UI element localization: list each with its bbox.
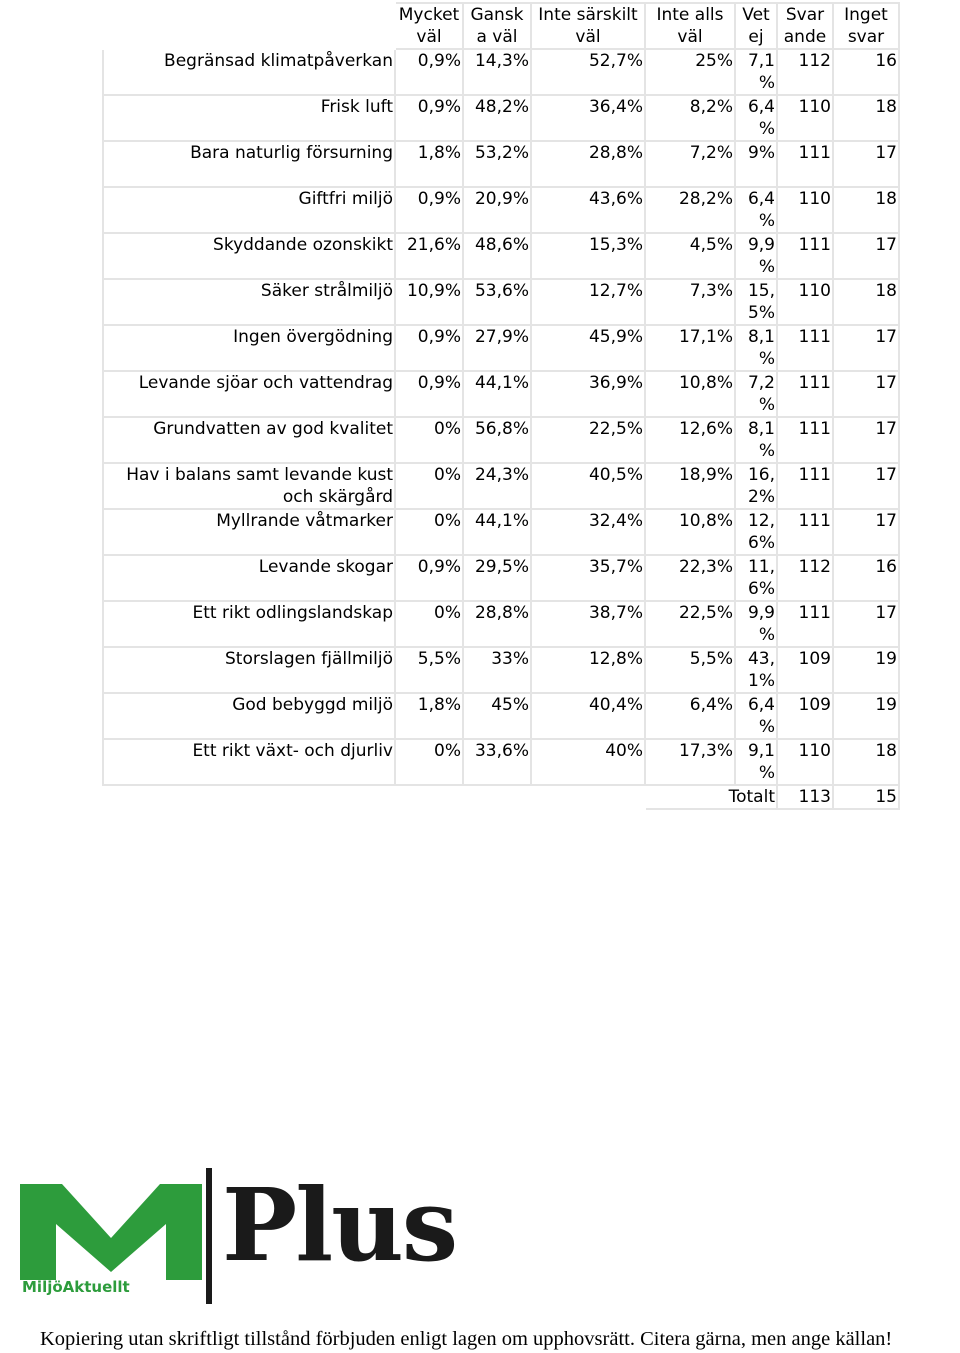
cell-svarande: 111 bbox=[777, 417, 833, 463]
cell-vet-ej: 9,9 % bbox=[735, 601, 777, 647]
empty-cell bbox=[103, 785, 395, 809]
header-svarande: Svar ande bbox=[777, 3, 833, 49]
cell-inte-sarskilt-val: 36,9% bbox=[531, 371, 645, 417]
total-svarande: 113 bbox=[777, 785, 833, 809]
cell-mycket-val: 1,8% bbox=[395, 141, 463, 187]
cell-ganska-val: 14,3% bbox=[463, 49, 531, 95]
cell-inte-sarskilt-val: 22,5% bbox=[531, 417, 645, 463]
table-row bbox=[103, 555, 899, 601]
cell-inte-alls-val: 7,2% bbox=[645, 141, 735, 187]
table-row bbox=[103, 325, 899, 371]
copyright-notice: Kopiering utan skriftligt tillstånd förbjuden enligt lagen om upphovsrätt. Citera gärna, men ange källan! bbox=[40, 1328, 893, 1350]
cell-ganska-val: 27,9% bbox=[463, 325, 531, 371]
table-row bbox=[103, 739, 899, 785]
table-row bbox=[103, 279, 899, 325]
cell-ganska-val: 20,9% bbox=[463, 187, 531, 233]
cell-inget-svar: 19 bbox=[833, 647, 899, 693]
cell-svarande: 112 bbox=[777, 49, 833, 95]
cell-inte-alls-val: 6,4% bbox=[645, 693, 735, 739]
cell-mycket-val: 0% bbox=[395, 601, 463, 647]
row-label: Bara naturlig försurning bbox=[103, 141, 395, 187]
cell-svarande: 112 bbox=[777, 555, 833, 601]
table-row bbox=[103, 693, 899, 739]
cell-inte-sarskilt-val: 12,7% bbox=[531, 279, 645, 325]
cell-svarande: 109 bbox=[777, 693, 833, 739]
cell-mycket-val: 0% bbox=[395, 417, 463, 463]
cell-inte-sarskilt-val: 40% bbox=[531, 739, 645, 785]
row-label: Ingen övergödning bbox=[103, 325, 395, 371]
cell-inte-alls-val: 17,3% bbox=[645, 739, 735, 785]
cell-ganska-val: 29,5% bbox=[463, 555, 531, 601]
cell-ganska-val: 28,8% bbox=[463, 601, 531, 647]
cell-mycket-val: 0% bbox=[395, 739, 463, 785]
empty-cell bbox=[395, 785, 463, 809]
cell-svarande: 111 bbox=[777, 141, 833, 187]
table-row bbox=[103, 647, 899, 693]
table-row bbox=[103, 509, 899, 555]
row-label: Levande skogar bbox=[103, 555, 395, 601]
logo-wordmark: Plus bbox=[222, 1166, 457, 1284]
cell-svarande: 110 bbox=[777, 95, 833, 141]
header-vet-ej: Vet ej bbox=[735, 3, 777, 49]
cell-inget-svar: 16 bbox=[833, 555, 899, 601]
cell-ganska-val: 48,2% bbox=[463, 95, 531, 141]
header-inte-sarskilt-val: Inte särskilt väl bbox=[531, 3, 645, 49]
row-label: Myllrande våtmarker bbox=[103, 509, 395, 555]
cell-inget-svar: 17 bbox=[833, 141, 899, 187]
cell-inte-alls-val: 5,5% bbox=[645, 647, 735, 693]
table-row bbox=[103, 95, 899, 141]
cell-vet-ej: 11, 6% bbox=[735, 555, 777, 601]
cell-vet-ej: 6,4 % bbox=[735, 693, 777, 739]
cell-inget-svar: 17 bbox=[833, 509, 899, 555]
table-row bbox=[103, 371, 899, 417]
row-label: Frisk luft bbox=[103, 95, 395, 141]
cell-inte-alls-val: 18,9% bbox=[645, 463, 735, 509]
cell-vet-ej: 12, 6% bbox=[735, 509, 777, 555]
cell-inget-svar: 17 bbox=[833, 325, 899, 371]
cell-vet-ej: 6,4 % bbox=[735, 187, 777, 233]
cell-ganska-val: 53,2% bbox=[463, 141, 531, 187]
table-row bbox=[103, 601, 899, 647]
cell-inte-alls-val: 25% bbox=[645, 49, 735, 95]
row-label: Hav i balans samt levande kust och skärgård bbox=[103, 463, 395, 509]
cell-svarande: 111 bbox=[777, 325, 833, 371]
cell-inte-sarskilt-val: 15,3% bbox=[531, 233, 645, 279]
header-inget-svar: Inget svar bbox=[833, 3, 899, 49]
cell-vet-ej: 6,4 % bbox=[735, 95, 777, 141]
cell-inte-sarskilt-val: 32,4% bbox=[531, 509, 645, 555]
total-row bbox=[103, 785, 899, 809]
cell-mycket-val: 0,9% bbox=[395, 49, 463, 95]
cell-inte-sarskilt-val: 35,7% bbox=[531, 555, 645, 601]
cell-svarande: 110 bbox=[777, 187, 833, 233]
table-row bbox=[103, 141, 899, 187]
cell-ganska-val: 48,6% bbox=[463, 233, 531, 279]
cell-inte-sarskilt-val: 12,8% bbox=[531, 647, 645, 693]
cell-inte-alls-val: 10,8% bbox=[645, 509, 735, 555]
cell-mycket-val: 0,9% bbox=[395, 325, 463, 371]
cell-svarande: 109 bbox=[777, 647, 833, 693]
cell-inget-svar: 18 bbox=[833, 187, 899, 233]
row-label: Grundvatten av god kvalitet bbox=[103, 417, 395, 463]
cell-inte-alls-val: 10,8% bbox=[645, 371, 735, 417]
table-row bbox=[103, 417, 899, 463]
cell-inte-alls-val: 22,3% bbox=[645, 555, 735, 601]
cell-inget-svar: 17 bbox=[833, 371, 899, 417]
cell-inte-alls-val: 4,5% bbox=[645, 233, 735, 279]
cell-vet-ej: 8,1 % bbox=[735, 417, 777, 463]
cell-ganska-val: 44,1% bbox=[463, 509, 531, 555]
cell-svarande: 111 bbox=[777, 601, 833, 647]
cell-inte-sarskilt-val: 45,9% bbox=[531, 325, 645, 371]
cell-mycket-val: 0,9% bbox=[395, 95, 463, 141]
cell-inte-alls-val: 7,3% bbox=[645, 279, 735, 325]
logo-subtitle: MiljöAktuellt bbox=[22, 1278, 130, 1296]
cell-inget-svar: 17 bbox=[833, 417, 899, 463]
cell-inte-alls-val: 22,5% bbox=[645, 601, 735, 647]
header-ganska-val: Gansk a väl bbox=[463, 3, 531, 49]
row-label: Levande sjöar och vattendrag bbox=[103, 371, 395, 417]
header-row bbox=[103, 3, 899, 49]
cell-mycket-val: 0% bbox=[395, 509, 463, 555]
cell-svarande: 111 bbox=[777, 509, 833, 555]
cell-inget-svar: 17 bbox=[833, 233, 899, 279]
cell-vet-ej: 7,2 % bbox=[735, 371, 777, 417]
cell-svarande: 111 bbox=[777, 371, 833, 417]
row-label: Ett rikt växt- och djurliv bbox=[103, 739, 395, 785]
cell-inte-alls-val: 17,1% bbox=[645, 325, 735, 371]
table-row bbox=[103, 233, 899, 279]
row-label: Storslagen fjällmiljö bbox=[103, 647, 395, 693]
cell-svarande: 111 bbox=[777, 233, 833, 279]
cell-vet-ej: 9% bbox=[735, 141, 777, 187]
row-label: Säker strålmiljö bbox=[103, 279, 395, 325]
row-label: Ett rikt odlingslandskap bbox=[103, 601, 395, 647]
header-corner bbox=[103, 3, 395, 49]
cell-vet-ej: 7,1 % bbox=[735, 49, 777, 95]
cell-mycket-val: 0,9% bbox=[395, 555, 463, 601]
row-label: God bebyggd miljö bbox=[103, 693, 395, 739]
cell-svarande: 110 bbox=[777, 739, 833, 785]
header-mycket-val: Mycket väl bbox=[395, 3, 463, 49]
cell-mycket-val: 5,5% bbox=[395, 647, 463, 693]
cell-mycket-val: 0% bbox=[395, 463, 463, 509]
cell-ganska-val: 56,8% bbox=[463, 417, 531, 463]
cell-ganska-val: 24,3% bbox=[463, 463, 531, 509]
cell-mycket-val: 1,8% bbox=[395, 693, 463, 739]
logo-divider-bar bbox=[206, 1168, 212, 1304]
row-label: Skyddande ozonskikt bbox=[103, 233, 395, 279]
header-inte-alls-val: Inte alls väl bbox=[645, 3, 735, 49]
cell-ganska-val: 45% bbox=[463, 693, 531, 739]
cell-inget-svar: 18 bbox=[833, 95, 899, 141]
cell-vet-ej: 16, 2% bbox=[735, 463, 777, 509]
total-inget-svar: 15 bbox=[833, 785, 899, 809]
cell-inte-sarskilt-val: 52,7% bbox=[531, 49, 645, 95]
cell-inget-svar: 17 bbox=[833, 463, 899, 509]
cell-svarande: 111 bbox=[777, 463, 833, 509]
cell-inget-svar: 18 bbox=[833, 279, 899, 325]
cell-ganska-val: 33% bbox=[463, 647, 531, 693]
survey-results-table bbox=[102, 2, 900, 810]
cell-inte-alls-val: 28,2% bbox=[645, 187, 735, 233]
cell-vet-ej: 9,1 % bbox=[735, 739, 777, 785]
cell-mycket-val: 0,9% bbox=[395, 187, 463, 233]
cell-inte-sarskilt-val: 36,4% bbox=[531, 95, 645, 141]
cell-mycket-val: 21,6% bbox=[395, 233, 463, 279]
cell-inte-sarskilt-val: 28,8% bbox=[531, 141, 645, 187]
cell-ganska-val: 44,1% bbox=[463, 371, 531, 417]
cell-inte-sarskilt-val: 40,4% bbox=[531, 693, 645, 739]
cell-mycket-val: 10,9% bbox=[395, 279, 463, 325]
row-label: Giftfri miljö bbox=[103, 187, 395, 233]
cell-inte-alls-val: 12,6% bbox=[645, 417, 735, 463]
cell-vet-ej: 8,1 % bbox=[735, 325, 777, 371]
table-body bbox=[103, 49, 899, 809]
row-label: Begränsad klimatpåverkan bbox=[103, 49, 395, 95]
empty-cell bbox=[531, 785, 645, 809]
total-label: Totalt bbox=[645, 785, 777, 809]
cell-inte-alls-val: 8,2% bbox=[645, 95, 735, 141]
cell-ganska-val: 53,6% bbox=[463, 279, 531, 325]
cell-inget-svar: 19 bbox=[833, 693, 899, 739]
cell-mycket-val: 0,9% bbox=[395, 371, 463, 417]
m-letter-mark bbox=[20, 1184, 202, 1280]
cell-svarande: 110 bbox=[777, 279, 833, 325]
cell-inte-sarskilt-val: 38,7% bbox=[531, 601, 645, 647]
cell-inte-sarskilt-val: 43,6% bbox=[531, 187, 645, 233]
table-row bbox=[103, 49, 899, 95]
cell-ganska-val: 33,6% bbox=[463, 739, 531, 785]
cell-inget-svar: 17 bbox=[833, 601, 899, 647]
mplus-logo bbox=[18, 1162, 468, 1302]
cell-inte-sarskilt-val: 40,5% bbox=[531, 463, 645, 509]
cell-inget-svar: 16 bbox=[833, 49, 899, 95]
cell-vet-ej: 9,9 % bbox=[735, 233, 777, 279]
cell-vet-ej: 15, 5% bbox=[735, 279, 777, 325]
cell-vet-ej: 43, 1% bbox=[735, 647, 777, 693]
table-row bbox=[103, 187, 899, 233]
empty-cell bbox=[463, 785, 531, 809]
cell-inget-svar: 18 bbox=[833, 739, 899, 785]
table-row bbox=[103, 463, 899, 509]
